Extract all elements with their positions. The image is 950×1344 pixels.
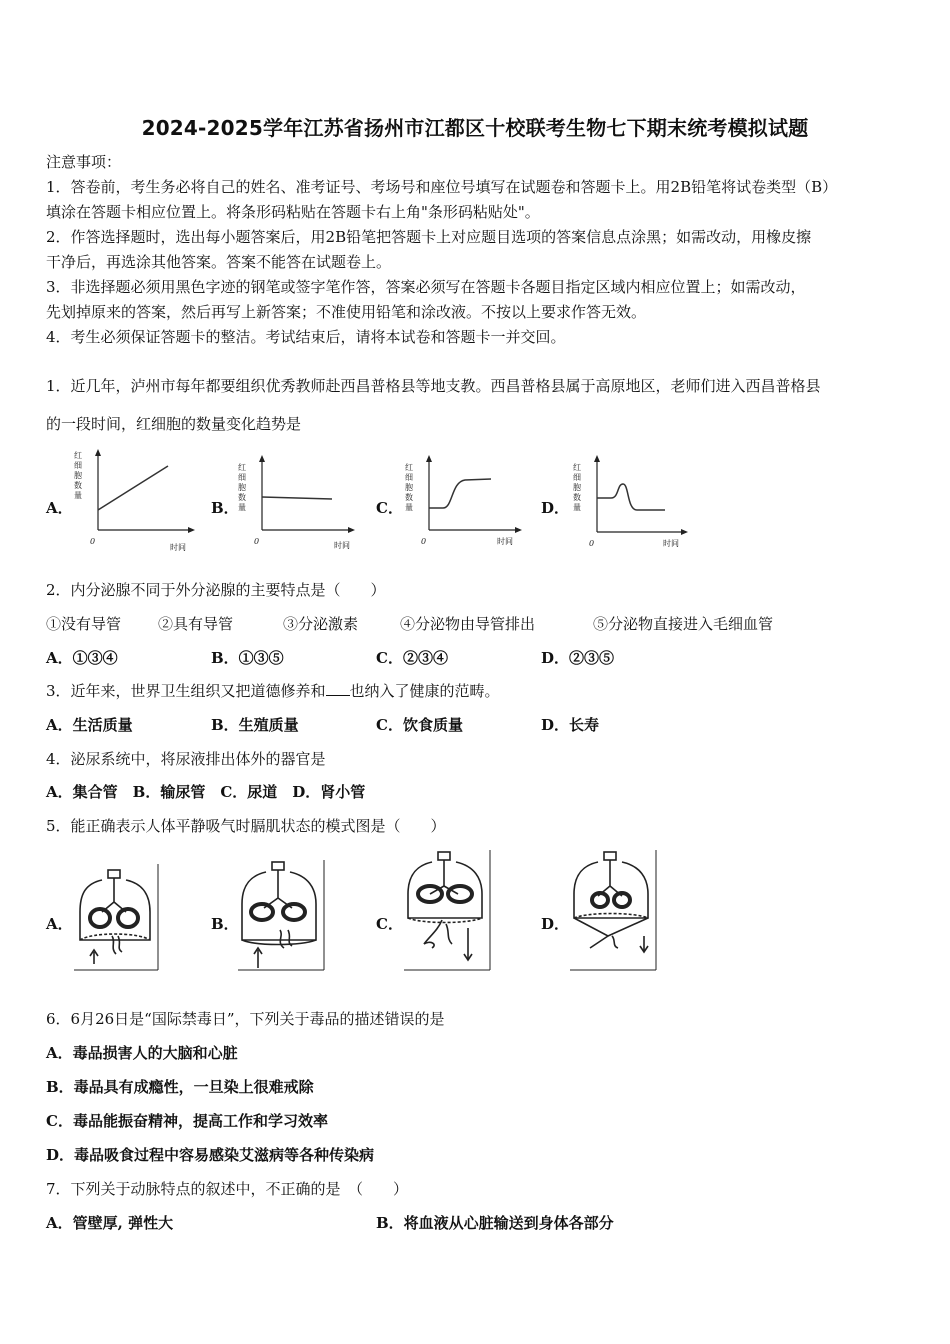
q2-option-b[interactable]: B．①③⑤ bbox=[211, 649, 284, 667]
q5-stem: 5．能正确表示人体平静吸气时膈肌状态的模式图是（ ） bbox=[46, 817, 446, 835]
q1-option-a[interactable]: A． bbox=[46, 499, 73, 517]
notice-heading: 注意事项： bbox=[46, 153, 122, 171]
notice-line: 先划掉原来的答案，然后再写上新答案；不准使用铅笔和涂改液。不按以上要求作答无效。 bbox=[46, 303, 647, 321]
q1-graph-a bbox=[70, 448, 195, 554]
q2-item: ⑤分泌物直接进入毛细血管 bbox=[593, 615, 774, 633]
q4-stem: 4．泌尿系统中，将尿液排出体外的器官是 bbox=[46, 750, 326, 768]
y-label-char: 细 bbox=[74, 461, 82, 470]
y-label-char: 红 bbox=[74, 451, 82, 460]
origin-label: 0 bbox=[421, 537, 427, 546]
q2-option-d[interactable]: D．②③⑤ bbox=[541, 649, 615, 667]
q3-option-b[interactable]: B．生殖质量 bbox=[211, 716, 299, 734]
origin-label: 0 bbox=[589, 539, 595, 548]
y-label-char: 细 bbox=[573, 473, 581, 482]
q2-stem: 2．内分泌腺不同于外分泌腺的主要特点是（ ） bbox=[46, 581, 386, 599]
q5-figure-d bbox=[568, 848, 660, 972]
q2-item: ③分泌激素 bbox=[283, 615, 359, 633]
q2-item: ①没有导管 bbox=[46, 615, 122, 633]
origin-label: 0 bbox=[90, 537, 96, 546]
y-label-char: 数 bbox=[405, 493, 413, 502]
q5-option-c[interactable]: C． bbox=[376, 915, 403, 933]
y-label-char: 数 bbox=[573, 493, 581, 502]
q7-option-b[interactable]: B．将血液从心脏输送到身体各部分 bbox=[376, 1214, 614, 1232]
y-label-char: 胞 bbox=[573, 483, 581, 492]
q4-options[interactable]: A．集合管 B．输尿管 C．尿道 D．肾小管 bbox=[46, 783, 366, 801]
q3-stem bbox=[46, 681, 500, 701]
q2-item: ②具有导管 bbox=[158, 615, 234, 633]
x-axis-label: 时间 bbox=[663, 539, 679, 548]
q1-option-d[interactable]: D． bbox=[541, 499, 570, 517]
y-label-char: 量 bbox=[238, 503, 246, 512]
q6-option-d[interactable]: D．毒品吸食过程中容易感染艾滋病等各种传染病 bbox=[46, 1146, 375, 1164]
q6-option-b[interactable]: B．毒品具有成瘾性，一旦染上很难戒除 bbox=[46, 1078, 314, 1096]
q5-figure-c bbox=[402, 848, 494, 972]
q1-option-c[interactable]: C． bbox=[376, 499, 403, 517]
origin-label: 0 bbox=[254, 537, 260, 546]
q3-option-a[interactable]: A．生活质量 bbox=[46, 716, 133, 734]
notice-line: 填涂在答题卡相应位置上。将条形码粘贴在答题卡右上角"条形码粘贴处"。 bbox=[46, 203, 540, 221]
q5-option-a[interactable]: A． bbox=[46, 915, 73, 933]
y-label-char: 红 bbox=[405, 463, 413, 472]
q1-stem-line2: 的一段时间，红细胞的数量变化趋势是 bbox=[46, 415, 302, 433]
q1-stem-line1: 1．近几年，泸州市每年都要组织优秀教师赴西昌普格县等地支教。西昌普格县属于高原地区，老师们进入西昌普格县 bbox=[46, 377, 821, 395]
notice-line: 1．答卷前，考生务必将自己的姓名、准考证号、考场号和座位号填写在试题卷和答题卡上。用2B铅笔将试卷类型（B） bbox=[46, 178, 838, 196]
y-label-char: 量 bbox=[405, 503, 413, 512]
q1-graph-b bbox=[234, 448, 359, 554]
y-label-char: 细 bbox=[405, 473, 413, 482]
q3-blank bbox=[326, 681, 350, 696]
q6-option-a[interactable]: A．毒品损害人的大脑和心脏 bbox=[46, 1044, 238, 1062]
x-axis-label: 时间 bbox=[334, 541, 350, 550]
notice-line: 干净后，再选涂其他答案。答案不能答在试题卷上。 bbox=[46, 253, 392, 271]
q3-option-c[interactable]: C．饮食质量 bbox=[376, 716, 463, 734]
q7-stem: 7．下列关于动脉特点的叙述中，不正确的是 （ ） bbox=[46, 1180, 409, 1198]
notice-line: 4．考生必须保证答题卡的整洁。考试结束后，请将本试卷和答题卡一并交回。 bbox=[46, 328, 566, 346]
page-title: 2024-2025学年江苏省扬州市江都区十校联考生物七下期末统考模拟试题 bbox=[141, 116, 809, 140]
x-axis-label: 时间 bbox=[497, 537, 513, 546]
q1-graph-c bbox=[401, 448, 526, 554]
q5-option-b[interactable]: B． bbox=[211, 915, 239, 933]
y-label-char: 数 bbox=[74, 481, 82, 490]
notice-line: 3．非选择题必须用黑色字迹的钢笔或签字笔作答，答案必须写在答题卡各题目指定区域内相应位置上；如需改动， bbox=[46, 278, 806, 296]
notice-line: 2．作答选择题时，选出每小题答案后，用2B铅笔把答题卡上对应题目选项的答案信息点涂黑；如需改动，用橡皮擦 bbox=[46, 228, 812, 246]
y-label-char: 红 bbox=[573, 463, 581, 472]
y-label-char: 胞 bbox=[74, 471, 82, 480]
q3-stem-part1: 3．近年来，世界卫生组织又把道德修养和 bbox=[46, 682, 326, 700]
q3-option-d[interactable]: D．长寿 bbox=[541, 716, 600, 734]
q1-graph-d bbox=[567, 448, 692, 554]
q5-figure-b bbox=[236, 858, 328, 972]
q1-option-b[interactable]: B． bbox=[211, 499, 239, 517]
q3-stem-part2: 也纳入了健康的范畴。 bbox=[349, 682, 500, 700]
q5-option-d[interactable]: D． bbox=[541, 915, 570, 933]
q2-option-a[interactable]: A．①③④ bbox=[46, 649, 118, 667]
y-label-char: 数 bbox=[238, 493, 246, 502]
q6-stem: 6．6月26日是“国际禁毒日”，下列关于毒品的描述错误的是 bbox=[46, 1010, 445, 1028]
q2-item: ④分泌物由导管排出 bbox=[400, 615, 536, 633]
q5-figure-a bbox=[72, 862, 162, 972]
y-label-char: 量 bbox=[74, 491, 82, 500]
y-label-char: 细 bbox=[238, 473, 246, 482]
y-label-char: 红 bbox=[238, 463, 246, 472]
y-label-char: 胞 bbox=[405, 483, 413, 492]
y-label-char: 量 bbox=[573, 503, 581, 512]
q6-option-c[interactable]: C．毒品能振奋精神，提高工作和学习效率 bbox=[46, 1112, 328, 1130]
y-label-char: 胞 bbox=[238, 483, 246, 492]
x-axis-label: 时间 bbox=[170, 543, 186, 552]
q2-option-c[interactable]: C．②③④ bbox=[376, 649, 448, 667]
q7-option-a[interactable]: A．管壁厚, 弹性大 bbox=[46, 1214, 174, 1232]
